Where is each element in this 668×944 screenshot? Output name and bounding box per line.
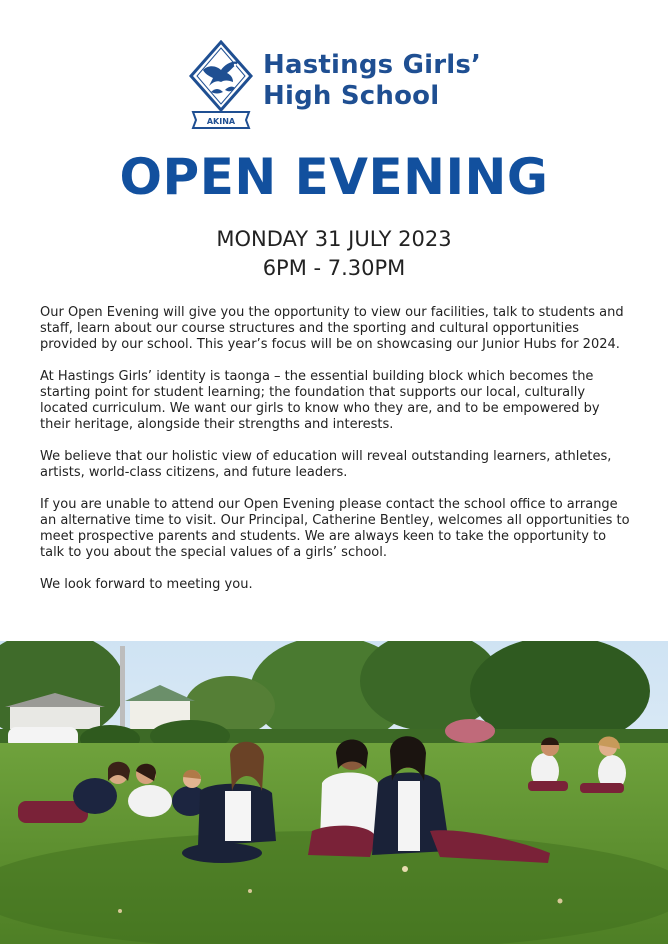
event-time: 6PM - 7.30PM xyxy=(262,256,406,280)
school-name-line2: High School xyxy=(263,81,440,111)
event-date-block xyxy=(0,225,668,283)
paragraph: We believe that our holistic view of education will reveal outstanding learners, athletes, artists, world-class citizens, and future leaders. xyxy=(40,449,612,480)
school-logo xyxy=(189,40,489,132)
crest-motto: AKINA xyxy=(206,117,236,126)
school-crest-icon xyxy=(189,40,253,130)
paragraph: We look forward to meeting you. xyxy=(40,577,253,592)
paragraph: At Hastings Girls’ identity is taonga – the essential building block which becomes the starting point for student learning; the foundation that supports our local, culturally located curriculum. We want our girls to know who they are, and to be empowered by their heritage, alongside their strengths and interests. xyxy=(40,369,600,432)
event-title: OPEN EVENING xyxy=(119,148,549,206)
students-photo xyxy=(0,641,668,944)
school-name xyxy=(263,50,481,112)
event-date: MONDAY 31 JULY 2023 xyxy=(216,227,452,251)
school-name-line1: Hastings Girls’ xyxy=(263,50,482,80)
paragraph: If you are unable to attend our Open Evening please contact the school office to arrange an alternative time to visit. Our Principal, Catherine Bentley, welcomes all opportunities to meet prospective parents and students. We are always keen to take the opportunity to talk to you about the special values of a girls’ school. xyxy=(40,497,630,560)
paragraph: Our Open Evening will give you the opportunity to view our facilities, talk to students and staff, learn about our course structures and the sporting and cultural opportunities provided by our school. This year’s focus will be on showcasing our Junior Hubs for 2024. xyxy=(40,305,624,352)
body-text xyxy=(40,305,632,609)
